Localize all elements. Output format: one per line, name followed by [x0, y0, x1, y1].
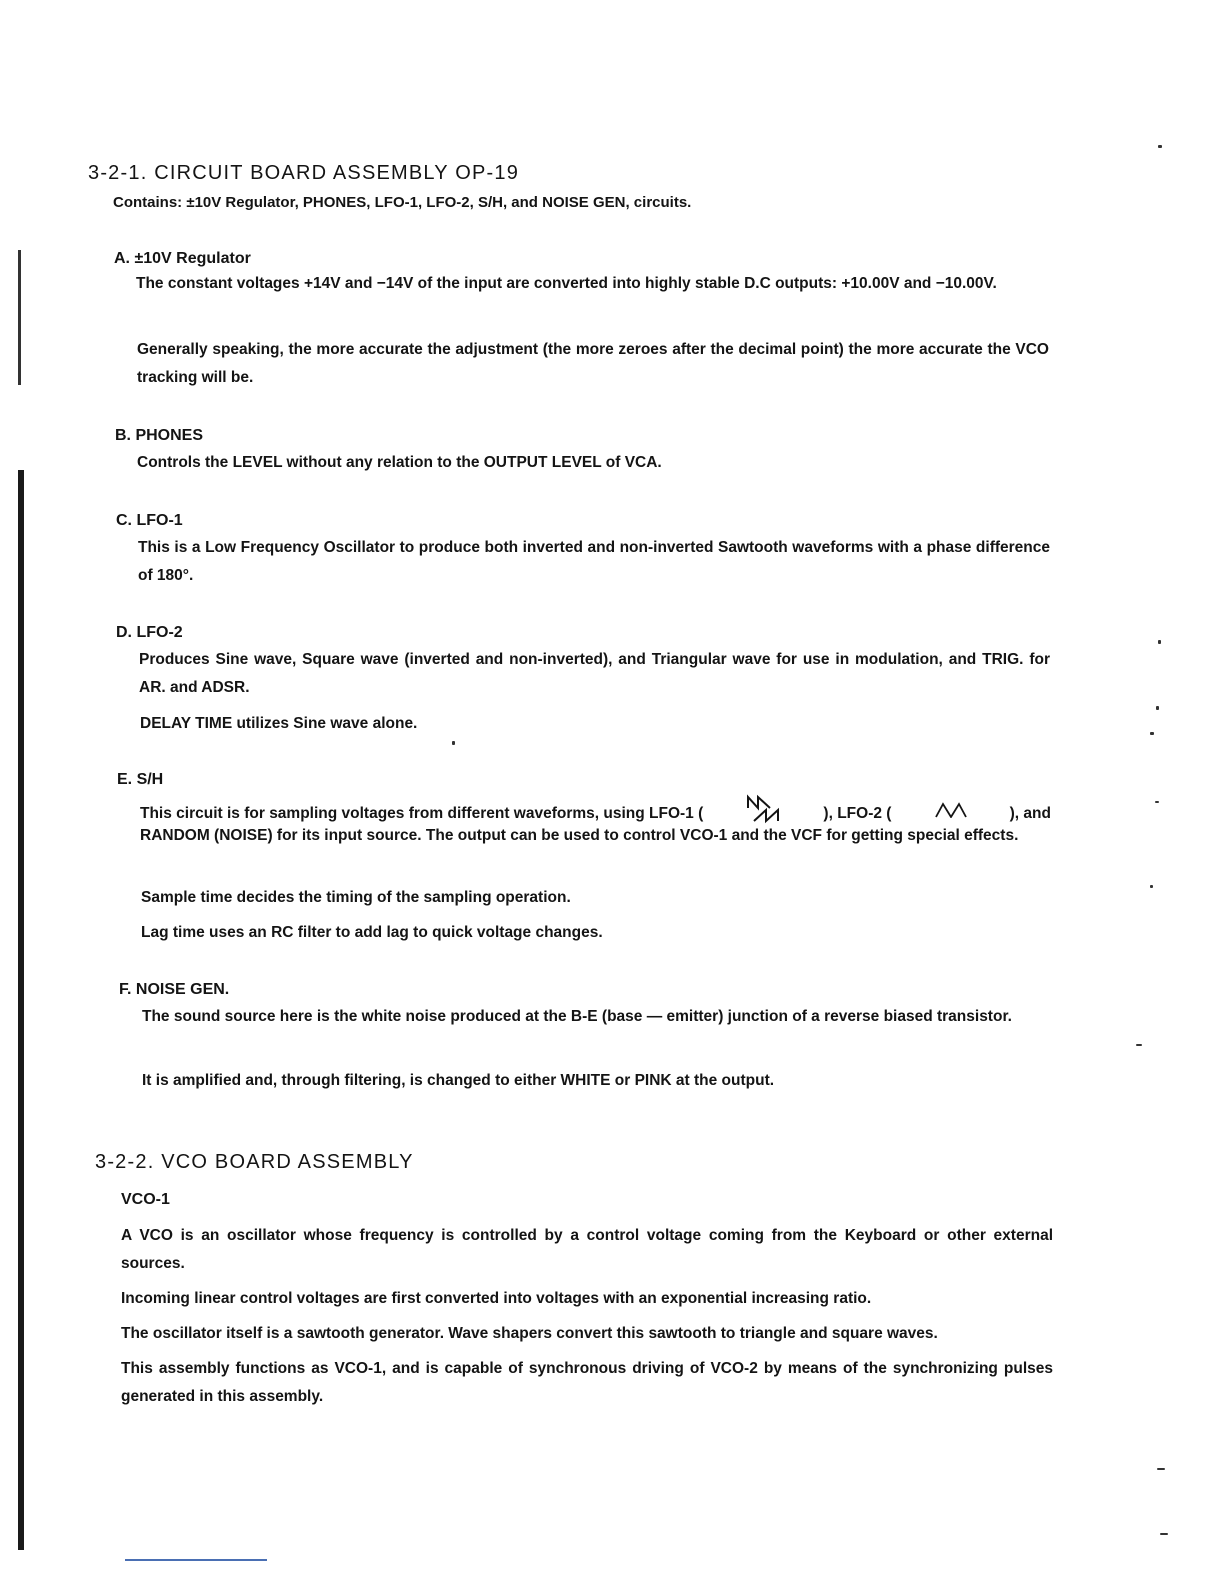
sh-paragraph-rest: RANDOM (NOISE) for its input source. The output can be used to control VCO-1 and the VCF for getting special effects.	[140, 827, 1019, 844]
scan-speck	[1157, 1468, 1165, 1470]
heading-sh: E. S/H	[117, 771, 164, 788]
scan-speck	[1158, 640, 1161, 644]
vco-paragraph-1: A VCO is an oscillator whose frequency is controlled by a control voltage coming from the Keyboard or other external sources.	[121, 1227, 1053, 1272]
heading-vco1: VCO-1	[121, 1191, 170, 1208]
scan-speck	[1155, 801, 1159, 803]
noise-paragraph-1: The sound source here is the white noise produced at the B-E (base — emitter) junction of a reverse biased transistor.	[142, 1008, 1012, 1025]
noise-paragraph-2: It is amplified and, through filtering, is changed to either WHITE or PINK at the output.	[142, 1072, 775, 1089]
heading-lfo1: C. LFO-1	[116, 512, 183, 529]
lfo2-paragraph-1: Produces Sine wave, Square wave (inverted and non-inverted), and Triangular wave for use in modulation, and TRIG. for AR. and ADSR.	[139, 651, 1050, 696]
sh-text-part1: This circuit is for sampling voltages from different waveforms, using LFO-1 (	[140, 805, 704, 822]
scan-speck	[1158, 145, 1162, 148]
scan-speck	[452, 741, 455, 745]
sh-text-part2: ), LFO-2 (	[823, 805, 892, 822]
vco-paragraph-2: Incoming linear control voltages are first converted into voltages with an exponential increasing ratio.	[121, 1290, 872, 1307]
sh-paragraph-2: Sample time decides the timing of the sampling operation.	[141, 889, 571, 906]
lfo2-paragraph-2: DELAY TIME utilizes Sine wave alone.	[140, 715, 418, 732]
regulator-paragraph-1: The constant voltages +14V and −14V of the input are converted into highly stable D.C outputs: +10.00V and −10.00V.	[136, 275, 997, 292]
contains-line: Contains: ±10V Regulator, PHONES, LFO-1, LFO-2, S/H, and NOISE GEN, circuits.	[113, 194, 692, 211]
heading-regulator: A. ±10V Regulator	[114, 250, 251, 267]
scan-speck	[1150, 885, 1153, 888]
lfo1-paragraph: This is a Low Frequency Oscillator to produce both inverted and non-inverted Sawtooth waveforms with a phase difference of 180°.	[138, 539, 1050, 584]
heading-phones: B. PHONES	[115, 427, 204, 444]
sh-text-part3: ), and	[1009, 805, 1051, 822]
sh-paragraph-3: Lag time uses an RC filter to add lag to quick voltage changes.	[141, 924, 603, 941]
phones-paragraph: Controls the LEVEL without any relation to the OUTPUT LEVEL of VCA.	[137, 454, 662, 471]
scan-binding-edge	[18, 470, 24, 1550]
section-title-vco-board: 3-2-2. VCO BOARD ASSEMBLY	[95, 1151, 414, 1173]
scan-edge-line	[125, 1559, 267, 1561]
scan-speck	[1156, 706, 1159, 710]
scan-speck	[1150, 732, 1154, 735]
regulator-paragraph-2: Generally speaking, the more accurate the adjustment (the more zeroes after the decimal point) the more accurate the VCO tracking will be.	[137, 341, 1049, 386]
heading-noise-gen: F. NOISE GEN.	[119, 981, 230, 998]
section-title-op19: 3-2-1. CIRCUIT BOARD ASSEMBLY OP-19	[88, 162, 520, 184]
scan-speck	[1136, 1044, 1142, 1046]
scan-binding-edge-upper	[18, 250, 21, 385]
heading-lfo2: D. LFO-2	[116, 624, 183, 641]
vco-paragraph-3: The oscillator itself is a sawtooth generator. Wave shapers convert this sawtooth to triangle and square waves.	[121, 1325, 938, 1342]
vco-paragraph-4: This assembly functions as VCO-1, and is capable of synchronous driving of VCO-2 by means of the synchronizing pulses generated in this assembly.	[121, 1360, 1053, 1405]
scan-speck	[1160, 1533, 1168, 1535]
